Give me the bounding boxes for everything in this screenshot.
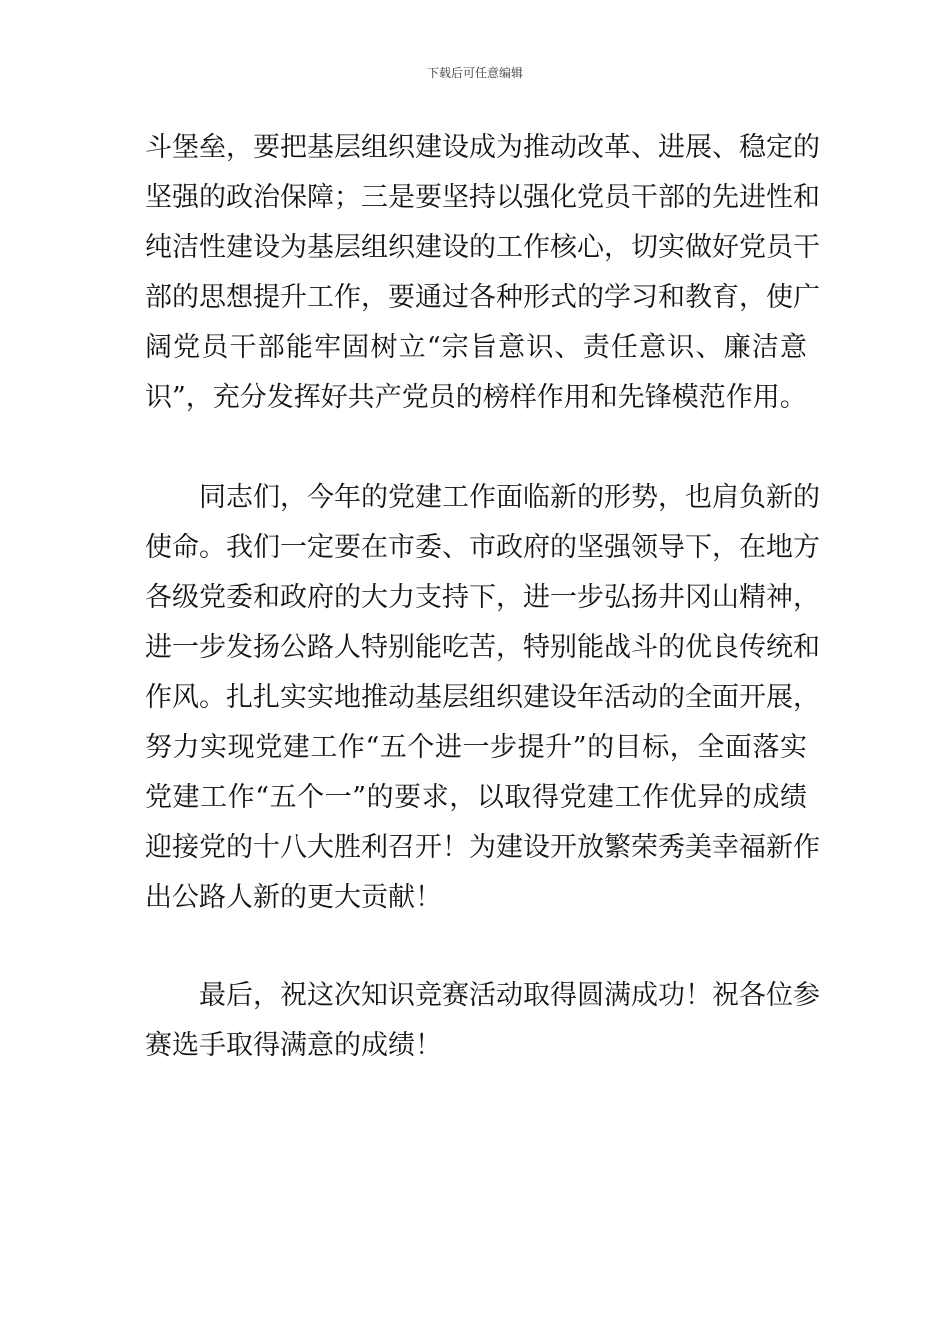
- paragraph-line: 使命。我们一定要在市委、市政府的坚强领导下，在地方: [145, 532, 820, 563]
- paragraph-line: 斗堡垒，要把基层组织建设成为推动改革、进展、稳定的: [145, 132, 820, 163]
- paragraph-2: [145, 473, 820, 923]
- header-note: 下载后可任意编辑: [426, 66, 523, 80]
- paragraph-line: 努力实现党建工作“五个进一步提升”的目标，全面落实: [145, 732, 807, 763]
- paragraph-line: 最后，祝这次知识竞赛活动取得圆满成功！祝各位参: [199, 980, 820, 1011]
- paragraph-line: 阔党员干部能牢固树立“宗旨意识、责任意识、廉洁意: [145, 332, 807, 363]
- paragraph-line: 同志们，今年的党建工作面临新的形势，也肩负新的: [199, 482, 820, 513]
- paragraph-line: 纯洁性建设为基层组织建设的工作核心，切实做好党员干: [145, 232, 820, 263]
- paragraph-line: 赛选手取得满意的成绩！: [145, 1030, 442, 1061]
- paragraph-line: 迎接党的十八大胜利召开！为建设开放繁荣秀美幸福新作: [145, 832, 820, 863]
- paragraph-1: [145, 123, 820, 423]
- paragraph-line: 识”，充分发挥好共产党员的榜样作用和先锋模范作用。: [145, 382, 807, 413]
- paragraph-line: 各级党委和政府的大力支持下，进一步弘扬井冈山精神，: [145, 582, 820, 613]
- paragraph-line: 作风。扎扎实实地推动基层组织建设年活动的全面开展，: [145, 682, 820, 713]
- paragraph-line: 出公路人新的更大贡献！: [145, 882, 442, 913]
- paragraph-line: 进一步发扬公路人特别能吃苦，特别能战斗的优良传统和: [145, 632, 820, 663]
- paragraph-3: [145, 971, 820, 1071]
- paragraph-line: 党建工作“五个一”的要求，以取得党建工作优异的成绩: [145, 782, 807, 813]
- paragraph-line: 部的思想提升工作，要通过各种形式的学习和教育，使广: [145, 282, 820, 313]
- paragraph-line: 坚强的政治保障；三是要坚持以强化党员干部的先进性和: [145, 182, 820, 213]
